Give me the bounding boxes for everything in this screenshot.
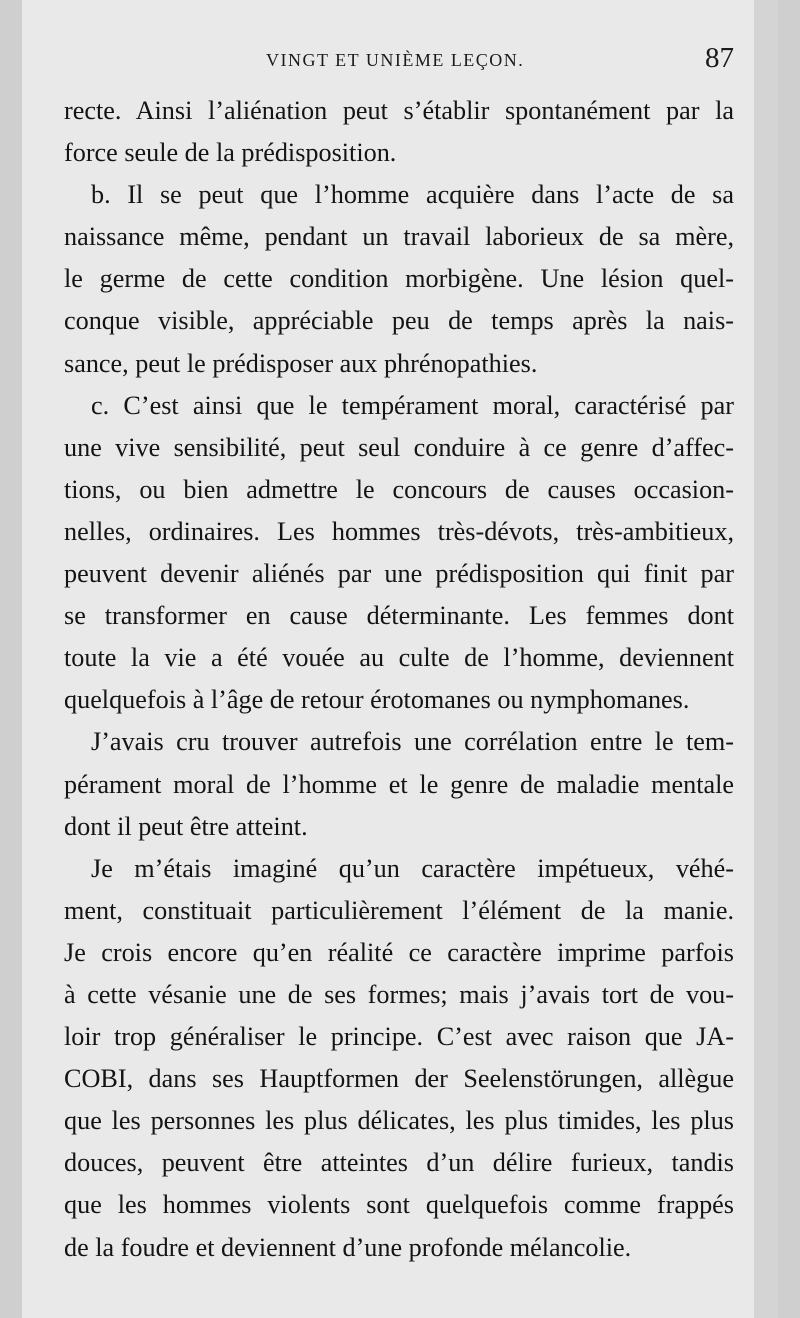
page-edge-shadow bbox=[754, 0, 778, 1318]
text-line: le germe de cette condition morbigène. Une lésion quel- bbox=[64, 264, 734, 294]
text-line: c. C’est ainsi que le tempérament moral, caractérisé par bbox=[91, 390, 734, 420]
text-line: naissance même, pendant un travail laborieux de sa mère, bbox=[64, 222, 734, 252]
text-line: se transformer en cause déterminante. Les femmes dont bbox=[64, 601, 734, 631]
text-line: force seule de la prédisposition. bbox=[64, 138, 397, 168]
text-line: nelles, ordinaires. Les hommes très-dévots, très-ambitieux, bbox=[64, 516, 734, 546]
text-line: à cette vésanie une de ses formes; mais j’avais tort de vou- bbox=[64, 979, 734, 1009]
text-line: recte. Ainsi l’aliénation peut s’établir spontanément par la bbox=[64, 96, 734, 125]
text-line: quelquefois à l’âge de retour érotomanes ou nymphomanes. bbox=[64, 685, 690, 715]
text-line: COBI, dans ses Hauptformen der Seelenstörungen, allègue bbox=[64, 1064, 734, 1094]
running-head-title: VINGT ET UNIÈME LEÇON. bbox=[266, 50, 525, 70]
text-line: que les personnes les plus délicates, les plus timides, les plus bbox=[64, 1106, 734, 1136]
page-number: 87 bbox=[705, 42, 734, 74]
text-line: dont il peut être atteint. bbox=[64, 811, 308, 841]
text-line: pérament moral de l’homme et le genre de maladie mentale bbox=[64, 769, 734, 799]
text-line: que les hommes violents sont quelquefois comme frappés bbox=[64, 1190, 734, 1220]
text-line: toute la vie a été vouée au culte de l’homme, deviennent bbox=[64, 643, 734, 673]
text-line: J’avais cru trouver autrefois une corrélation entre le tem- bbox=[91, 727, 734, 757]
text-line: ment, constituait particulièrement l’élément de la manie. bbox=[64, 895, 734, 925]
text-line: douces, peuvent être atteintes d’un délire furieux, tandis bbox=[64, 1148, 734, 1178]
book-page bbox=[22, 0, 778, 1318]
text-line: tions, ou bien admettre le concours de causes occasion- bbox=[64, 474, 734, 504]
text-line: peuvent devenir aliénés par une prédisposition qui finit par bbox=[64, 559, 734, 589]
text-line: sance, peut le prédisposer aux phrénopathies. bbox=[64, 348, 538, 378]
running-head bbox=[22, 44, 778, 84]
text-line: loir trop généraliser le principe. C’est avec raison que JA- bbox=[64, 1022, 734, 1052]
text-line: conque visible, appréciable peu de temps après la nais- bbox=[64, 306, 734, 336]
body-text bbox=[64, 90, 734, 1269]
text-line: Je m’étais imaginé qu’un caractère impétueux, véhé- bbox=[91, 853, 734, 883]
text-line: b. Il se peut que l’homme acquière dans l’acte de sa bbox=[91, 180, 734, 210]
text-line: Je crois encore qu’en réalité ce caractère imprime parfois bbox=[64, 937, 734, 967]
text-line: de la foudre et deviennent d’une profonde mélancolie. bbox=[64, 1232, 632, 1262]
text-line: une vive sensibilité, peut seul conduire à ce genre d’affec- bbox=[64, 432, 734, 462]
